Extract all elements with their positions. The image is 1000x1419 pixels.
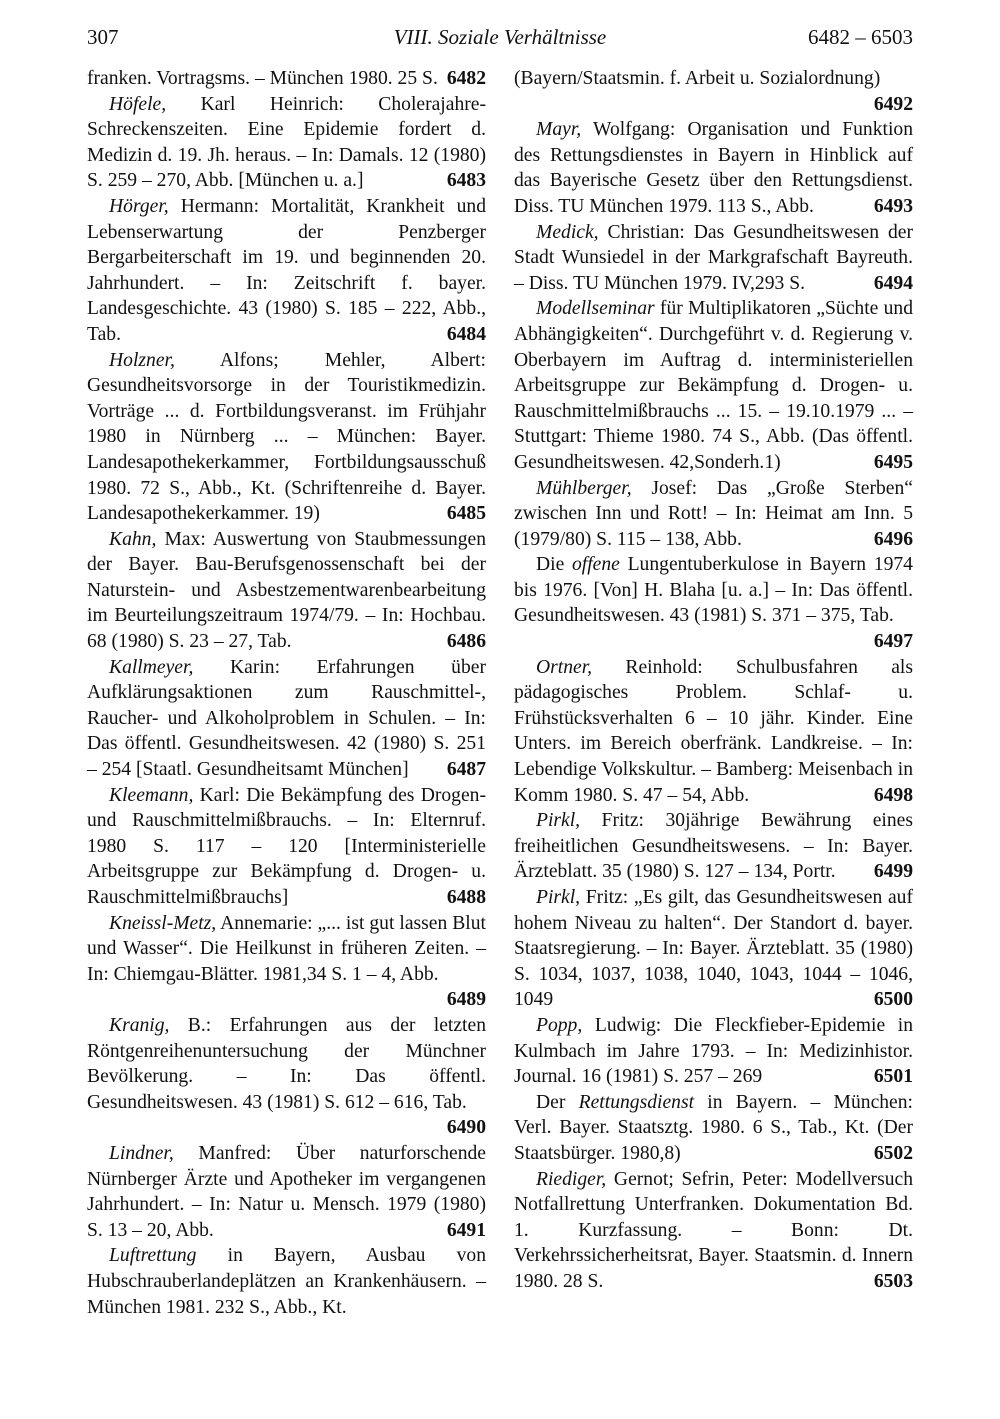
- entry-text: Karl: Die Bekämpfung des Drogen- und Rauschmittelmißbrauchs. – In: Elternruf. 1980 S. 117 – 120 [Interministerielle Arbeitsgruppe zur Bekämpfung d. Drogen- u. Rauschmittelmißbrauchs]: [87, 784, 486, 908]
- entry-keyword: Rettungsdienst: [578, 1091, 695, 1113]
- page-header: [87, 20, 913, 54]
- entry-author: Modellseminar: [536, 298, 655, 320]
- entry-text: Karl Heinrich: Cholerajahre-Schreckenszeiten. Eine Epidemie fordert d. Medizin d. 19. Jh. heraus. – In: Damals. 12 (1980) S. 259 – 270, Abb. [München u. a.]: [87, 93, 486, 192]
- right-column: [514, 66, 913, 1295]
- entry-text: Josef: Das „Große Sterben“ zwischen Inn und Rott! – In: Heimat am Inn. 5 (1979/80) S. 115 – 138, Abb.: [514, 477, 913, 550]
- entry-number: 6491: [446, 1219, 486, 1241]
- entry-text: Wolfgang: Organisation und Funktion des Rettungsdienstes in Bayern in Hinblick auf das Bayerische Gesetz über den Rettungsdienst. Diss. TU München 1979. 113 S., Abb.: [514, 119, 913, 217]
- entry-number: 6500: [873, 989, 913, 1011]
- entry-author: Holzner,: [109, 349, 175, 371]
- entry-text: Reinhold: Schulbusfahren als pädagogisches Problem. Schlaf- u. Frühstücksverhalten 6 – 10 jähr. Kinder. Eine Unters. im Bereich oberfränk. Landkreise. – In: Lebendige Volkskultur. – Bamberg: Meisenbach in Komm 1980. S. 47 – 54, Abb.: [514, 656, 913, 806]
- entry-author: Riediger,: [536, 1168, 607, 1190]
- entry-author: Medick,: [536, 221, 599, 243]
- entry-text: Fritz: „Es gilt, das Gesundheitswesen auf hohem Niveau zu halten“. Der Standort d. bayer. Staatsregierung. – In: Bayer. Ärzteblatt. 35 (1980) S. 1034, 1037, 1038, 1040, 1043, 1044 – 1046, 1049: [514, 887, 913, 1011]
- bibliography-entry: [87, 348, 486, 527]
- entry-text: Karin: Erfahrungen über Aufklärungsaktionen zum Rauschmittel-, Raucher- und Alkoholproblem in Schulen. – In: Das öffentl. Gesundheitswesen. 42 (1980) S. 251 – 254 [Staatl. Gesundheitsamt München]: [87, 656, 486, 781]
- entry-text: B.: Erfahrungen aus der letzten Röntgenreihenuntersuchung der Münchner Bevölkerung. – In: Das öffentl. Gesundheitswesen. 43 (1981) S. 612 – 616, Tab.: [87, 1014, 486, 1113]
- entry-number: 6485: [446, 503, 486, 525]
- entry-text: (Bayern/Staatsmin. f. Arbeit u. Sozialordnung): [514, 68, 881, 89]
- entry-text: Max: Auswertung von Staubmessungen der Bayer. Bau-Berufsgenossenschaft bei der Naturstein- und Asbestzementwarenbearbeitung im Beurteilungszeitraum 1974/79. – In: Hochbau. 68 (1980) S. 23 – 27, Tab.: [87, 528, 486, 653]
- entry-number: 6503: [873, 1270, 913, 1292]
- entry-author: Luftrettung: [109, 1245, 197, 1267]
- entry-text: Lungentuberkulose in Bayern 1974 bis 1976. [Von] H. Blaha [u. a.] – In: Das öffentl. Gesundheitswesen. 43 (1981) S. 371 – 375, Tab.: [514, 554, 913, 627]
- bibliography-entry: [87, 194, 486, 348]
- entry-author: Ortner,: [536, 656, 593, 678]
- entry-author: Mayr,: [536, 119, 582, 141]
- bibliography-entry: [87, 911, 486, 1013]
- bibliography-entry: [87, 655, 486, 783]
- bibliography-entry: [514, 66, 913, 117]
- entry-author: Kleemann,: [109, 784, 194, 806]
- entry-number: 6497: [873, 631, 913, 653]
- bibliography-entry: [87, 527, 486, 655]
- entry-author: Pirkl,: [536, 887, 581, 908]
- entry-number: 6489: [446, 989, 486, 1011]
- bibliography-entry: [514, 655, 913, 809]
- entry-text: Annemarie: „... ist gut lassen Blut und Wasser“. Die Heilkunst in früheren Zeiten. – In: Chiemgau-Blätter. 1981,34 S. 1 – 4, Abb.: [87, 912, 486, 985]
- bibliography-entry: [514, 476, 913, 553]
- bibliography-entry: [514, 885, 913, 1013]
- entry-author: Kranig,: [109, 1014, 170, 1036]
- entry-author: Lindner,: [109, 1142, 174, 1164]
- section-title: VIII. Soziale Verhältnisse: [393, 25, 607, 49]
- entry-prefix: Der: [536, 1091, 579, 1113]
- entry-text: Gernot; Sefrin, Peter: Modellversuch Notfallrettung Unterfranken. Dokumentation Bd. 1. Kurzfassung. – Bonn: Dt. Verkehrssicherheitsrat, Bayer. Staatsmin. d. Innern 1980. 28 S.: [514, 1168, 913, 1292]
- entry-author: Popp,: [536, 1014, 583, 1036]
- entry-text: Ludwig: Die Fleckfieber-Epidemie in Kulmbach im Jahre 1793. – In: Medizinhistor. Journal. 16 (1981) S. 257 – 269: [514, 1014, 913, 1088]
- bibliography-entry: [87, 783, 486, 911]
- bibliography-entry: [87, 1013, 486, 1141]
- bibliography-entry: [87, 92, 486, 194]
- bibliography-entry: [514, 808, 913, 885]
- entry-number: 6487: [446, 759, 486, 781]
- bibliography-entry: [514, 220, 913, 297]
- entry-author: Kneissl-Metz,: [109, 912, 217, 934]
- entry-text: in Bayern, Ausbau von Hubschrauberlandeplätzen an Krankenhäusern. – München 1981. 232 S., Abb., Kt.: [87, 1245, 486, 1318]
- bibliography-entry: [514, 1167, 913, 1295]
- entry-author: Kallmeyer,: [109, 656, 194, 678]
- entry-text: Christian: Das Gesundheitswesen der Stadt Wunsiedel in der Markgrafschaft Bayreuth. – Diss. TU München 1979. IV,293 S.: [514, 221, 913, 294]
- entry-number: 6482: [446, 68, 486, 89]
- entry-number: 6486: [446, 631, 486, 653]
- bibliography-entry: [87, 1243, 486, 1320]
- entry-number: 6502: [873, 1142, 913, 1164]
- entry-number: 6493: [873, 195, 913, 217]
- entry-text: für Multiplikatoren „Süchte und Abhängigkeiten“. Durchgeführt v. d. Regierung v. Oberbayern im Auftrag d. interministeriellen Arbeitsgruppe zur Bekämpfung d. Drogen- u. Rauschmittelmißbrauchs ... 15. – 19.10.1979 ... – Stuttgart: Thieme 1980. 74 S., Abb. (Das öffentl. Gesundheitswesen. 42,Sonderh.1): [514, 298, 913, 473]
- entry-number: 6498: [873, 784, 913, 806]
- entry-text: franken. Vortragsms. – München 1980. 25 S.: [87, 68, 438, 89]
- entry-number: 6484: [446, 323, 486, 345]
- entry-number: 6501: [873, 1066, 913, 1088]
- entry-author: Hörger,: [109, 195, 169, 217]
- bibliography-entry: [87, 66, 486, 92]
- page-number: 307: [87, 25, 119, 49]
- entry-number: 6490: [446, 1117, 486, 1139]
- bibliography-entry: [514, 552, 913, 654]
- bibliography-entry: [514, 1090, 913, 1167]
- entry-keyword: offene: [572, 554, 620, 576]
- bibliography-entry: [514, 1013, 913, 1090]
- entry-number: 6494: [873, 272, 913, 294]
- entry-number: 6499: [873, 861, 913, 883]
- entry-number: 6492: [873, 93, 913, 115]
- bibliography-entry: [87, 1141, 486, 1243]
- left-column: [87, 66, 486, 1320]
- entry-text: in Bayern. – München: Verl. Bayer. Staatsztg. 1980. 6 S., Tab., Kt. (Der Staatsbürger. 1980,8): [514, 1091, 913, 1164]
- entry-author: Pirkl,: [536, 810, 581, 832]
- bibliography-entry: [514, 117, 913, 219]
- entry-text: Fritz: 30jährige Bewährung eines freiheitlichen Gesundheitswesens. – In: Bayer. Ärzteblatt. 35 (1980) S. 127 – 134, Portr.: [514, 810, 913, 883]
- entry-range: 6482 – 6503: [808, 25, 913, 49]
- entry-number: 6496: [873, 528, 913, 550]
- entry-prefix: Die: [536, 554, 572, 576]
- entry-number: 6483: [446, 170, 486, 192]
- entry-author: Mühlberger,: [536, 477, 632, 499]
- entry-text: Alfons; Mehler, Albert: Gesundheitsvorsorge in der Touristikmedizin. Vorträge ... d. Fortbildungsveranst. im Frühjahr 1980 in Nürnberg ... – München: Bayer. Landesapothekerkammer, Fortbildungsausschuß 1980. 72 S., Abb., Kt. (Schriftenreihe d. Bayer. Landesapothekerkammer. 19): [87, 349, 486, 525]
- bibliography-entry: [514, 296, 913, 475]
- entry-number: 6495: [873, 451, 913, 473]
- entry-text: Manfred: Über naturforschende Nürnberger Ärzte und Apotheker im vergangenen Jahrhundert. – In: Natur u. Mensch. 1979 (1980) S. 13 – 20, Abb.: [87, 1142, 486, 1241]
- entry-number: 6488: [446, 887, 486, 908]
- entry-author: Höfele,: [109, 93, 167, 115]
- entry-text: Hermann: Mortalität, Krankheit und Lebenserwartung der Penzberger Bergarbeiterschaft im 19. und beginnenden 20. Jahrhundert. – In: Zeitschrift f. bayer. Landesgeschichte. 43 (1980) S. 185 – 222, Abb., Tab.: [87, 195, 486, 345]
- entry-author: Kahn,: [109, 528, 157, 550]
